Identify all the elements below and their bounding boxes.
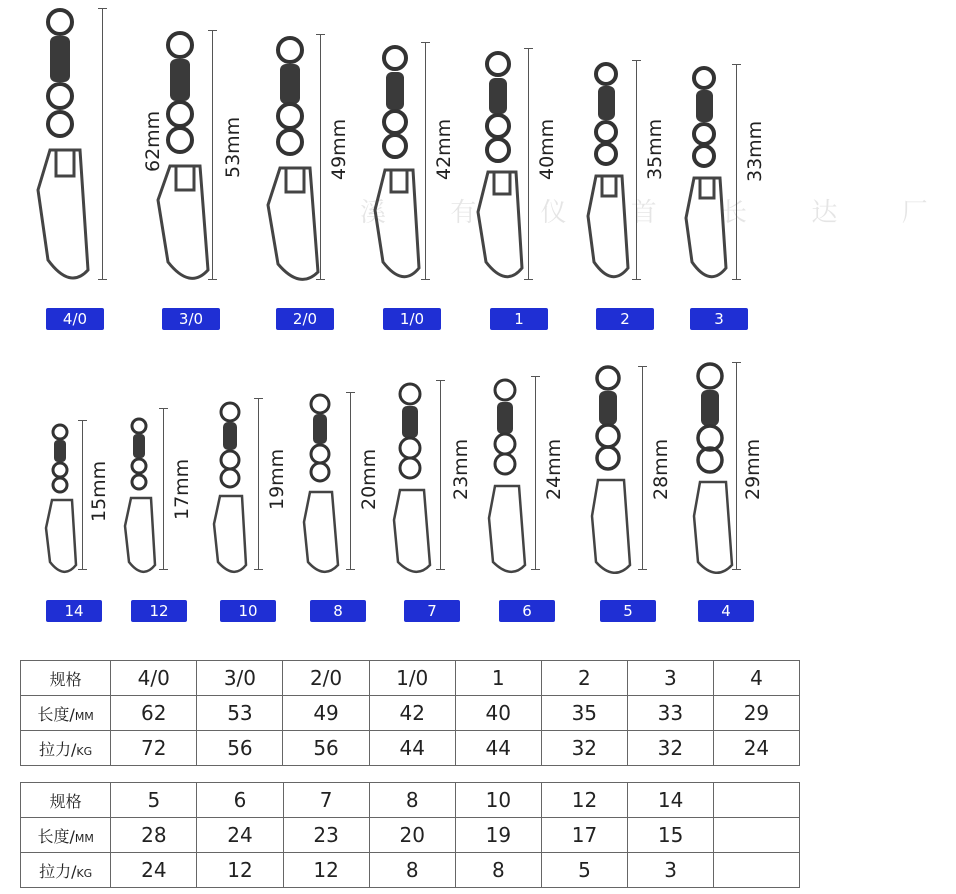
row-label-text: 长度/ (37, 704, 75, 724)
row-label-spec: 规格 (21, 661, 111, 696)
table-cell: 35 (541, 696, 627, 731)
row-label-text: 拉力/ (39, 861, 77, 881)
dimension-line (82, 420, 83, 570)
row-label-tension (21, 853, 111, 888)
table-cell (714, 853, 800, 888)
length-label: 29mm (742, 438, 764, 500)
spec-table-2 (20, 782, 800, 888)
dimension-line (350, 392, 351, 570)
length-label: 49mm (328, 118, 350, 180)
row-label-unit: KG (76, 744, 93, 758)
size-tag: 4/0 (46, 308, 104, 330)
table-cell: 62 (111, 696, 197, 731)
size-tag: 1/0 (383, 308, 441, 330)
dimension-line (642, 366, 643, 570)
dimension-line (320, 34, 321, 280)
length-label: 53mm (222, 116, 244, 178)
size-tag: 2 (596, 308, 654, 330)
table-cell: 49 (283, 696, 369, 731)
row-label-tension (21, 731, 111, 766)
dimension-line (736, 64, 737, 280)
watermark: 溪 有 仪 首 长 达 厂 (360, 198, 956, 228)
length-label: 35mm (644, 118, 666, 180)
length-label: 19mm (266, 448, 288, 510)
size-tag: 6 (499, 600, 555, 622)
table-cell: 3 (628, 853, 714, 888)
table-row-tension (21, 853, 800, 888)
dimension-line (258, 398, 259, 570)
row-label-unit: MM (74, 831, 94, 845)
table-cell: 4/0 (111, 661, 197, 696)
row-label-spec: 规格 (21, 783, 111, 818)
swivel-snap-image (588, 340, 658, 580)
table-cell: 32 (541, 731, 627, 766)
table-cell: 32 (627, 731, 713, 766)
length-label: 24mm (543, 438, 565, 500)
table-cell: 10 (455, 783, 541, 818)
table-cell: 4 (713, 661, 799, 696)
swivel-snap-image (300, 340, 360, 580)
table-cell: 8 (369, 783, 455, 818)
size-tag: 5 (600, 600, 656, 622)
swivel-snap-image (210, 340, 270, 580)
dimension-line (425, 42, 426, 280)
swivel-snap-image (28, 0, 108, 300)
length-label: 15mm (88, 460, 110, 522)
size-tag: 14 (46, 600, 102, 622)
table-cell: 8 (455, 853, 541, 888)
table-cell: 72 (111, 731, 197, 766)
table-cell: 12 (541, 783, 627, 818)
table-cell: 53 (197, 696, 283, 731)
table-cell (714, 818, 800, 853)
length-label: 42mm (433, 118, 455, 180)
table-cell: 5 (111, 783, 197, 818)
table-cell: 8 (369, 853, 455, 888)
table-row-spec (21, 661, 800, 696)
table-cell: 1/0 (369, 661, 455, 696)
table-cell: 14 (628, 783, 714, 818)
length-label: 28mm (650, 438, 672, 500)
dimension-line (163, 408, 164, 570)
table-cell: 44 (455, 731, 541, 766)
table-cell: 5 (541, 853, 627, 888)
dimension-line (102, 8, 103, 280)
row-label-text: 拉力/ (39, 739, 77, 759)
table-cell: 15 (628, 818, 714, 853)
length-label: 62mm (142, 110, 164, 172)
table-cell: 3 (627, 661, 713, 696)
table-cell: 24 (111, 853, 197, 888)
bottom-product-row (0, 340, 800, 630)
length-label: 17mm (171, 458, 193, 520)
table-row-spec (21, 783, 800, 818)
table-cell: 42 (369, 696, 455, 731)
size-tag: 1 (490, 308, 548, 330)
length-label: 20mm (358, 448, 380, 510)
table-cell: 6 (197, 783, 283, 818)
table-cell: 17 (541, 818, 627, 853)
table-cell: 2/0 (283, 661, 369, 696)
table-cell: 20 (369, 818, 455, 853)
row-label-length (21, 696, 111, 731)
table-cell: 7 (283, 783, 369, 818)
table-cell: 19 (455, 818, 541, 853)
length-label: 33mm (744, 120, 766, 182)
table-cell: 24 (197, 818, 283, 853)
swivel-snap-image (258, 0, 338, 300)
swivel-snap-image (148, 0, 228, 300)
table-cell: 56 (283, 731, 369, 766)
dimension-line (535, 376, 536, 570)
table-cell: 24 (713, 731, 799, 766)
table-cell: 23 (283, 818, 369, 853)
size-tag: 10 (220, 600, 276, 622)
table-row-length (21, 696, 800, 731)
table-cell: 12 (197, 853, 283, 888)
row-label-text: 长度/ (37, 826, 75, 846)
dimension-line (636, 60, 637, 280)
table-cell (714, 783, 800, 818)
table-cell: 44 (369, 731, 455, 766)
size-tag: 2/0 (276, 308, 334, 330)
swivel-snap-image (390, 340, 450, 580)
row-label-unit: MM (74, 709, 94, 723)
table-cell: 1 (455, 661, 541, 696)
table-cell: 2 (541, 661, 627, 696)
size-tag: 8 (310, 600, 366, 622)
dimension-line (528, 48, 529, 280)
row-label-length (21, 818, 111, 853)
table-cell: 12 (283, 853, 369, 888)
size-tag: 12 (131, 600, 187, 622)
size-tag: 4 (698, 600, 754, 622)
table-cell: 29 (713, 696, 799, 731)
spec-table-1 (20, 660, 800, 766)
dimension-line (212, 30, 213, 280)
table-cell: 56 (197, 731, 283, 766)
table-cell: 3/0 (197, 661, 283, 696)
table-row-tension (21, 731, 800, 766)
size-tag: 3/0 (162, 308, 220, 330)
length-label: 23mm (450, 438, 472, 500)
row-label-unit: KG (76, 866, 93, 880)
table-row-length (21, 818, 800, 853)
top-product-row (0, 0, 800, 340)
dimension-line (736, 362, 737, 570)
table-cell: 28 (111, 818, 197, 853)
size-tag: 7 (404, 600, 460, 622)
size-tag: 3 (690, 308, 748, 330)
table-cell: 40 (455, 696, 541, 731)
table-cell: 33 (627, 696, 713, 731)
dimension-line (440, 380, 441, 570)
length-label: 40mm (536, 118, 558, 180)
